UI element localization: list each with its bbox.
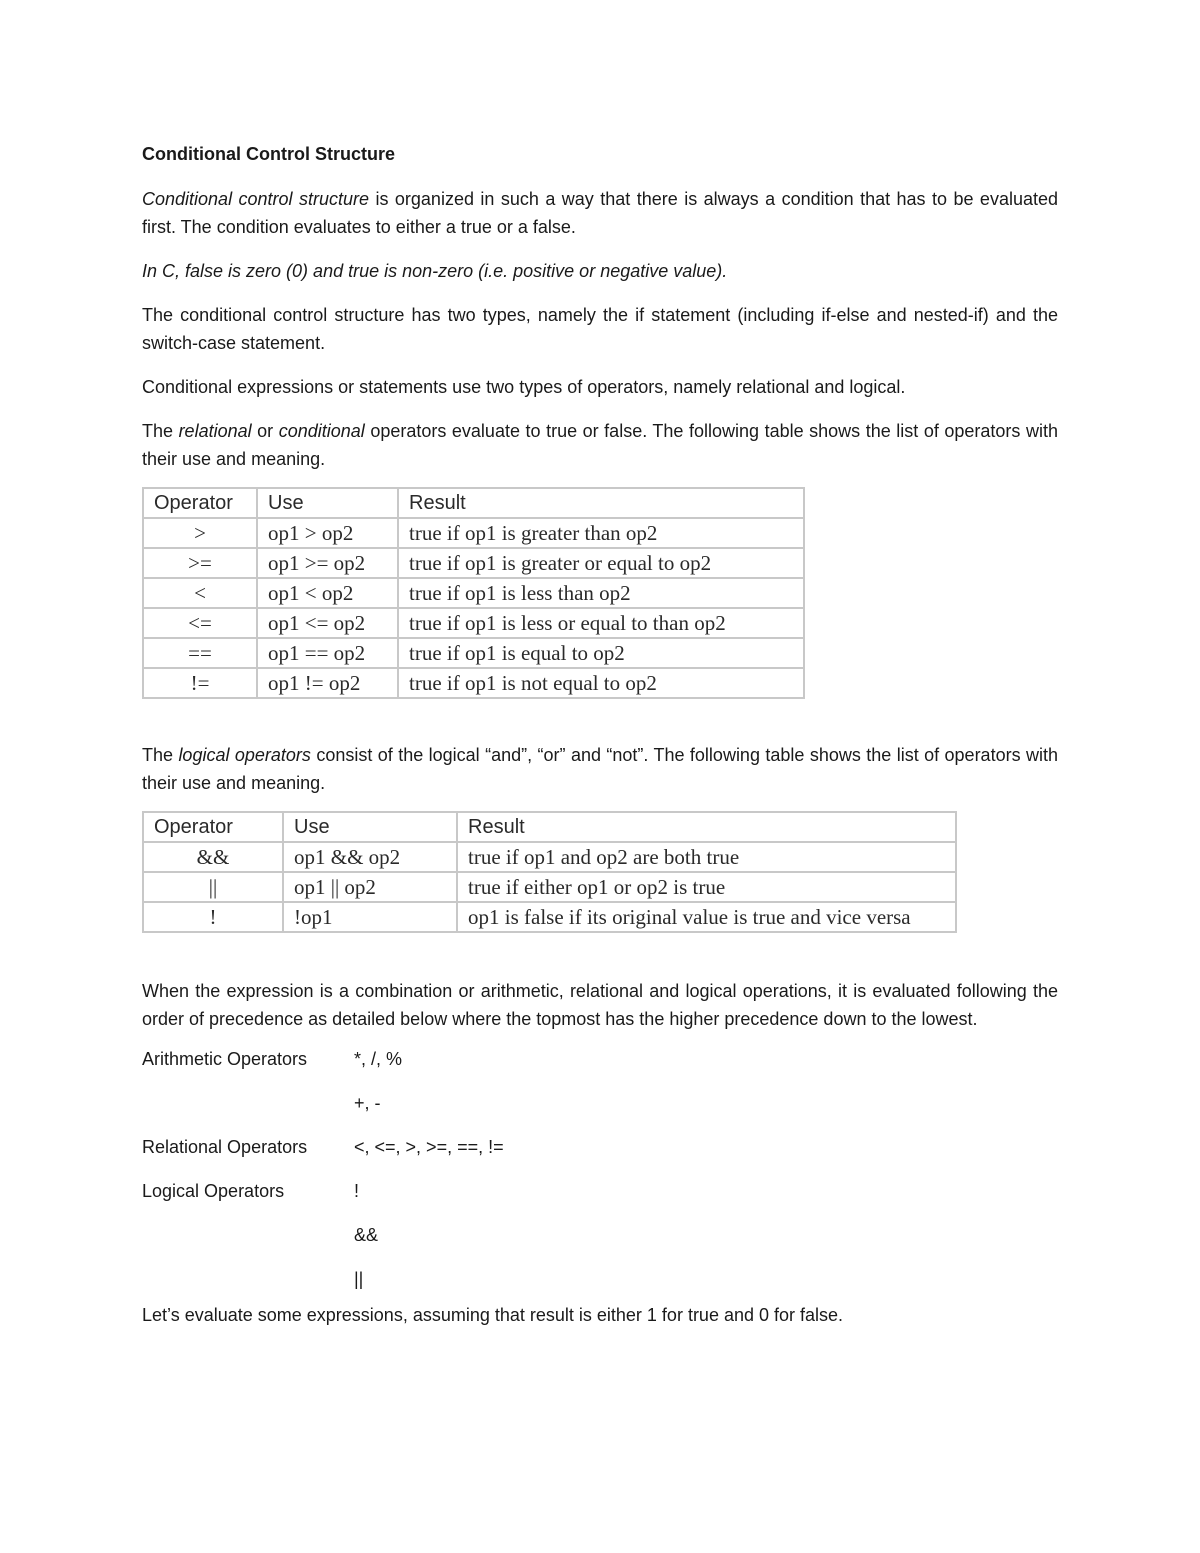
precedence-label: Logical Operators [142, 1181, 285, 1201]
use-cell: op1 == op2 [257, 638, 398, 668]
operator-cell: || [143, 872, 283, 902]
table-row [143, 518, 804, 548]
c-truth-text: In C, false is zero (0) and true is non-zero (i.e. positive or negative value). [142, 261, 728, 281]
precedence-value: +, - [354, 1093, 381, 1113]
result-cell: true if op1 is equal to op2 [398, 638, 804, 668]
operator-cell: != [143, 668, 257, 698]
logical-operators-table [142, 811, 957, 933]
result-cell: true if op1 is less or equal to than op2 [398, 608, 804, 638]
table-row [143, 872, 956, 902]
precedence-value: || [354, 1269, 364, 1289]
precedence-row [142, 1213, 1058, 1257]
result-cell: true if either op1 or op2 is true [457, 872, 956, 902]
logical-text-c: consist of the logical “and”, “or” and “not”. The following table shows the list of operators with their use and meaning. [142, 745, 1058, 793]
table-header-result: Result [398, 488, 804, 518]
table-header-row [143, 488, 804, 518]
precedence-row [142, 1169, 1058, 1213]
document-heading: Conditional Control Structure [142, 144, 395, 164]
operator-cell: < [143, 578, 257, 608]
precedence-value: *, /, % [354, 1049, 403, 1069]
precedence-label: Arithmetic Operators [142, 1049, 308, 1069]
use-cell: !op1 [283, 902, 457, 932]
operator-cell: >= [143, 548, 257, 578]
operator-cell: ! [143, 902, 283, 932]
logical-text-a: The [142, 745, 179, 765]
operator-cell: <= [143, 608, 257, 638]
paragraph-c-truth [142, 257, 1058, 285]
precedence-value: && [354, 1225, 379, 1245]
use-cell: op1 > op2 [257, 518, 398, 548]
operator-cell: == [143, 638, 257, 668]
table-row [143, 608, 804, 638]
intro-term: Conditional control structure [142, 189, 370, 209]
spacer [142, 933, 1058, 977]
paragraph-precedence: When the expression is a combination or arithmetic, relational and logical operations, it is evaluated following the order of precedence as detailed below where the topmost has the higher precedence down to the lowest. [142, 981, 1058, 1029]
spacer [142, 699, 1058, 741]
paragraph-relational [142, 417, 1058, 473]
table-row [143, 638, 804, 668]
use-cell: op1 && op2 [283, 842, 457, 872]
precedence-row [142, 1257, 1058, 1301]
relational-text-c: or [251, 421, 279, 441]
use-cell: op1 || op2 [283, 872, 457, 902]
table-row [143, 578, 804, 608]
result-cell: true if op1 is not equal to op2 [398, 668, 804, 698]
use-cell: op1 < op2 [257, 578, 398, 608]
table-header-result: Result [457, 812, 956, 842]
table-row [143, 902, 956, 932]
intro-text: is organized in such a way that there is always a condition that has to be evaluated first. The condition evaluates to either a true or a false. [142, 189, 1058, 237]
precedence-row [142, 1037, 1058, 1081]
operator-cell: && [143, 842, 283, 872]
precedence-value: <, <=, >, >=, ==, != [354, 1137, 504, 1157]
table-row [143, 548, 804, 578]
table-row [143, 842, 956, 872]
paragraph-operators: Conditional expressions or statements use two types of operators, namely relational and logical. [142, 377, 906, 397]
precedence-row [142, 1125, 1058, 1169]
result-cell: op1 is false if its original value is true and vice versa [457, 902, 956, 932]
use-cell: op1 != op2 [257, 668, 398, 698]
relational-term: relational [178, 421, 252, 441]
precedence-value: ! [354, 1181, 360, 1201]
table-header-operator: Operator [143, 812, 283, 842]
result-cell: true if op1 and op2 are both true [457, 842, 956, 872]
relational-text-a: The [142, 421, 179, 441]
result-cell: true if op1 is greater or equal to op2 [398, 548, 804, 578]
paragraph-types: The conditional control structure has two types, namely the if statement (including if-else and nested-if) and the switch-case statement. [142, 305, 1058, 353]
precedence-row [142, 1081, 1058, 1125]
operator-cell: > [143, 518, 257, 548]
table-row [143, 668, 804, 698]
result-cell: true if op1 is greater than op2 [398, 518, 804, 548]
paragraph-evaluate: Let’s evaluate some expressions, assuming that result is either 1 for true and 0 for false. [142, 1305, 844, 1325]
relational-operators-table [142, 487, 805, 699]
table-header-use: Use [283, 812, 457, 842]
precedence-label: Relational Operators [142, 1137, 308, 1157]
table-header-operator: Operator [143, 488, 257, 518]
conditional-term: conditional [278, 421, 365, 441]
table-header-use: Use [257, 488, 398, 518]
use-cell: op1 <= op2 [257, 608, 398, 638]
relational-text-e: operators evaluate to true or false. The following table shows the list of operators with their use and meaning. [142, 421, 1058, 469]
table-header-row [143, 812, 956, 842]
document-page [142, 140, 1058, 1345]
paragraph-intro [142, 185, 1058, 241]
paragraph-logical [142, 741, 1058, 797]
use-cell: op1 >= op2 [257, 548, 398, 578]
precedence-list [142, 1037, 1058, 1301]
logical-term: logical operators [178, 745, 311, 765]
result-cell: true if op1 is less than op2 [398, 578, 804, 608]
